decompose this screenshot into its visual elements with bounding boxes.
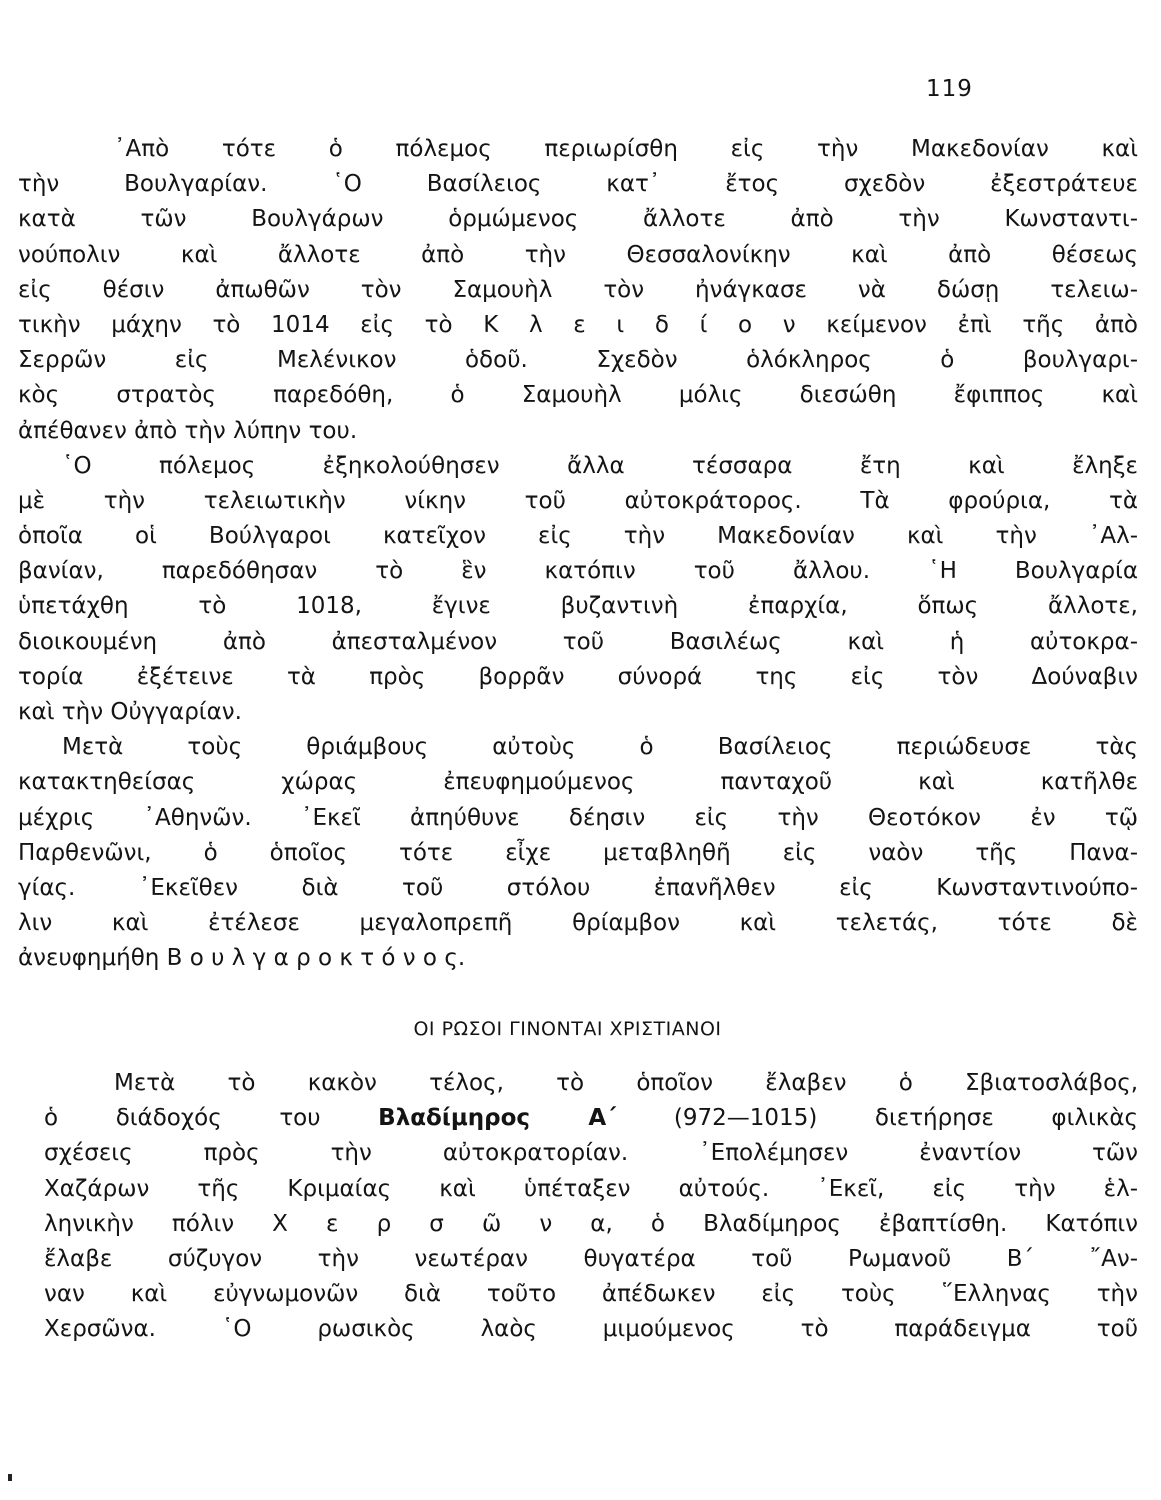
text-line: Παρθενῶνι, ὁ ὁποῖος τότε εἶχε μεταβληθῆ εἰς ναὸν τῆς Πανα-	[18, 839, 1138, 866]
text-line: Σερρῶν εἰς Μελένικον ὁδοῦ. Σχεδὸν ὁλόκληρος ὁ βουλγαρι-	[18, 347, 1138, 374]
text-line: εἰς θέσιν ἀπωθῶν τὸν Σαμουὴλ τὸν ἠνάγκασε νὰ δώσῃ τελειω-	[18, 276, 1138, 303]
text-span: (972—1015) διετήρησε φιλικὰς	[616, 1105, 1138, 1132]
text-line: ἀνευφημήθη Β ο υ λ γ α ρ ο κ τ ό ν ο ς.	[18, 945, 466, 972]
paragraph-1	[18, 132, 1138, 449]
text-line: βανίαν, παρεδόθησαν τὸ ἓν κατόπιν τοῦ ἄλλου. ῾Η Βουλγαρία	[18, 558, 1138, 585]
text-line: λιν καὶ ἐτέλεσε μεγαλοπρεπῆ θρίαμβον καὶ τελετάς, τότε δὲ	[18, 910, 1138, 937]
text-line: Μετὰ τοὺς θριάμβους αὐτοὺς ὁ Βασίλειος περιώδευσε τὰς	[62, 734, 1138, 761]
section-heading-text: ΟΙ ΡΩΣΟΙ ΓΙΝΟΝΤΑΙ ΧΡΙΣΤΙΑΝΟΙ	[413, 1018, 722, 1040]
text-line: ὁποῖα οἱ Βούλγαροι κατεῖχον εἰς τὴν Μακεδονίαν καὶ τὴν ᾿Αλ-	[18, 523, 1138, 550]
paragraph-4	[18, 1066, 1138, 1348]
text-line: ῾Ο πόλεμος ἐξηκολούθησεν ἄλλα τέσσαρα ἔτη καὶ ἔληξε	[62, 452, 1138, 479]
section-heading	[0, 1018, 1161, 1040]
text-line: κὸς στρατὸς παρεδόθη, ὁ Σαμουὴλ μόλις διεσώθη ἔφιππος καὶ	[18, 382, 1138, 409]
text-line: καὶ τὴν Οὐγγαρίαν.	[18, 699, 242, 725]
text-line: Μετὰ τὸ κακὸν τέλος, τὸ ὁποῖον ἔλαβεν ὁ Σβιατοσλάβος,	[114, 1070, 1138, 1096]
text-span: ὁ διάδοχός του	[44, 1105, 379, 1132]
text-line: νούπολιν καὶ ἄλλοτε ἀπὸ τὴν Θεσσαλονίκην καὶ ἀπὸ θέσεως	[18, 241, 1138, 268]
text-line: ὑπετάχθη τὸ 1018, ἔγινε βυζαντινὴ ἐπαρχία, ὅπως ἄλλοτε,	[18, 593, 1138, 620]
page-number: 119	[926, 76, 973, 102]
text-line: Χαζάρων τῆς Κριμαίας καὶ ὑπέταξεν αὐτούς. ᾿Εκεῖ, εἰς τὴν ἑλ-	[44, 1175, 1138, 1202]
margin-mark	[8, 1474, 12, 1481]
text-line: ληνικὴν πόλιν Χ ε ρ σ ῶ ν α, ὁ Βλαδίμηρος ἐβαπτίσθη. Κατόπιν	[44, 1210, 1138, 1237]
text-line-with-name	[18, 1101, 1138, 1136]
text-line: μὲ τὴν τελειωτικὴν νίκην τοῦ αὐτοκράτορος. Τὰ φρούρια, τὰ	[18, 487, 1138, 514]
paragraph-3	[18, 730, 1138, 976]
text-line: ἔλαβε σύζυγον τὴν νεωτέραν θυγατέρα τοῦ Ρωμανοῦ Β΄ ῎Αν-	[44, 1245, 1138, 1272]
text-line: Χερσῶνα. ῾Ο ρωσικὸς λαὸς μιμούμενος τὸ παράδειγμα τοῦ	[44, 1316, 1138, 1343]
main-text	[18, 132, 1138, 977]
text-line: τικὴν μάχην τὸ 1014 εἰς τὸ Κ λ ε ι δ ί ο ν κείμενον ἐπὶ τῆς ἀπὸ	[18, 311, 1138, 338]
text-line: κατακτηθείσας χώρας ἐπευφημούμενος πανταχοῦ καὶ κατῆλθε	[18, 769, 1138, 796]
text-line: τορία ἐξέτεινε τὰ πρὸς βορρᾶν σύνορά της εἰς τὸν Δούναβιν	[18, 663, 1138, 690]
text-line: τὴν Βουλγαρίαν. ῾Ο Βασίλειος κατ᾿ ἔτος σχεδὸν ἐξεστράτευε	[18, 171, 1138, 198]
text-line: κατὰ τῶν Βουλγάρων ὁρμώμενος ἄλλοτε ἀπὸ τὴν Κωνσταντι-	[18, 206, 1138, 233]
ruler-name-bold: Βλαδίμηρος Α΄	[378, 1105, 617, 1132]
text-line: ἀπέθανεν ἀπὸ τὴν λύπην του.	[18, 417, 358, 444]
text-line: γίας. ᾿Εκεῖθεν διὰ τοῦ στόλου ἐπανῆλθεν εἰς Κωνσταντινούπο-	[18, 874, 1138, 901]
text-line: ᾿Απὸ τότε ὁ πόλεμος περιωρίσθη εἰς τὴν Μακεδονίαν καὶ	[114, 136, 1138, 162]
text-line: σχέσεις πρὸς τὴν αὐτοκρατορίαν. ᾿Επολέμησεν ἐναντίον τῶν	[44, 1140, 1138, 1167]
text-line: διοικουμένη ἀπὸ ἀπεσταλμένον τοῦ Βασιλέως καὶ ἡ αὐτοκρα-	[18, 628, 1138, 655]
paragraph-2	[18, 449, 1138, 731]
text-line: ναν καὶ εὐγνωμονῶν διὰ τοῦτο ἀπέδωκεν εἰς τοὺς ῞Ελληνας τὴν	[44, 1281, 1138, 1308]
text-line: μέχρις ᾿Αθηνῶν. ᾿Εκεῖ ἀπηύθυνε δέησιν εἰς τὴν Θεοτόκον ἐν τῷ	[18, 804, 1138, 831]
